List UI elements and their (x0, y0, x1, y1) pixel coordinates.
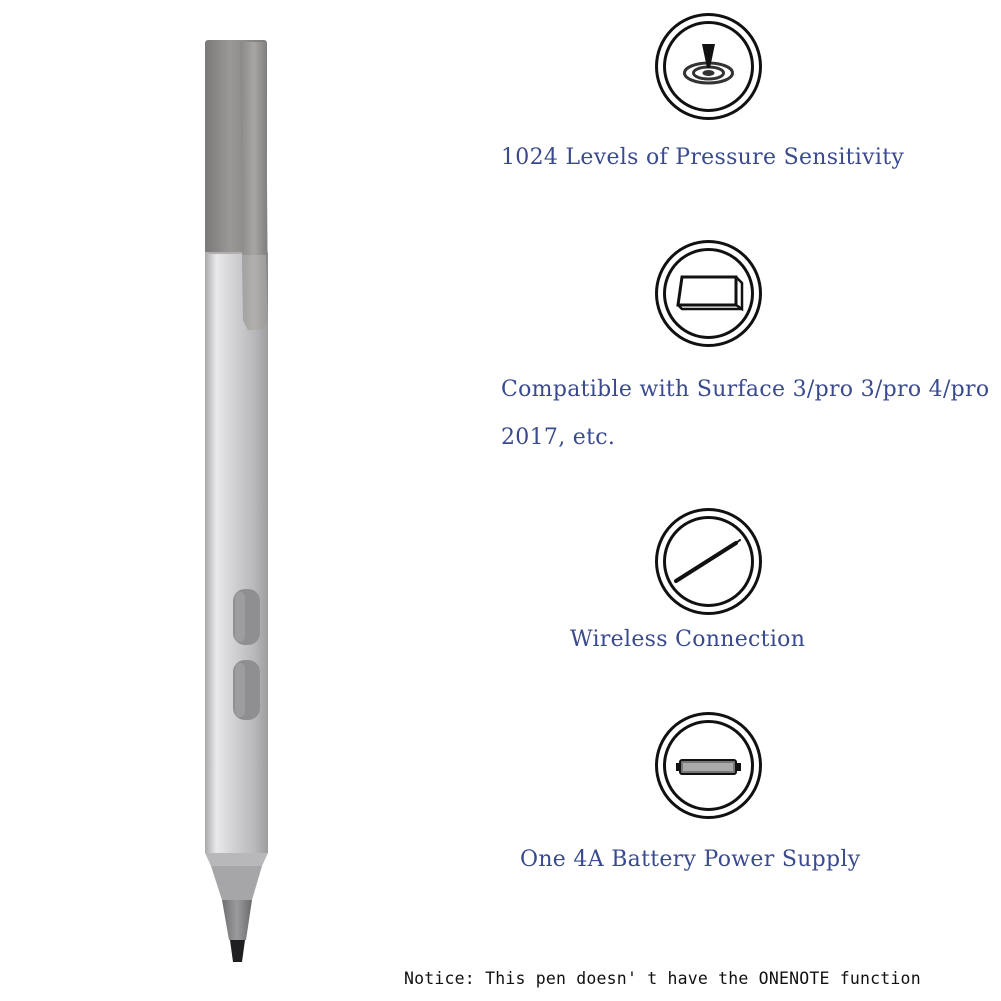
pen-body (205, 253, 268, 853)
pen-clip (240, 42, 268, 330)
tablet-icon (652, 237, 765, 350)
pressure-sensitivity-icon (652, 10, 765, 123)
feature-caption-pressure: 1024 Levels of Pressure Sensitivity (501, 145, 905, 170)
pen-taper (205, 853, 268, 962)
feature-caption-battery: One 4A Battery Power Supply (520, 847, 861, 872)
pen-icon (652, 505, 765, 618)
stylus-pen-illustration (0, 0, 340, 1001)
battery-icon (652, 709, 765, 822)
feature-caption-compatibility: Compatible with Surface 3/pro 3/pro 4/pro 2017, etc. (501, 377, 990, 450)
notice-text: Notice: This pen doesn' t have the ONENOTE function (404, 969, 921, 988)
feature-caption-wireless: Wireless Connection (570, 627, 806, 652)
